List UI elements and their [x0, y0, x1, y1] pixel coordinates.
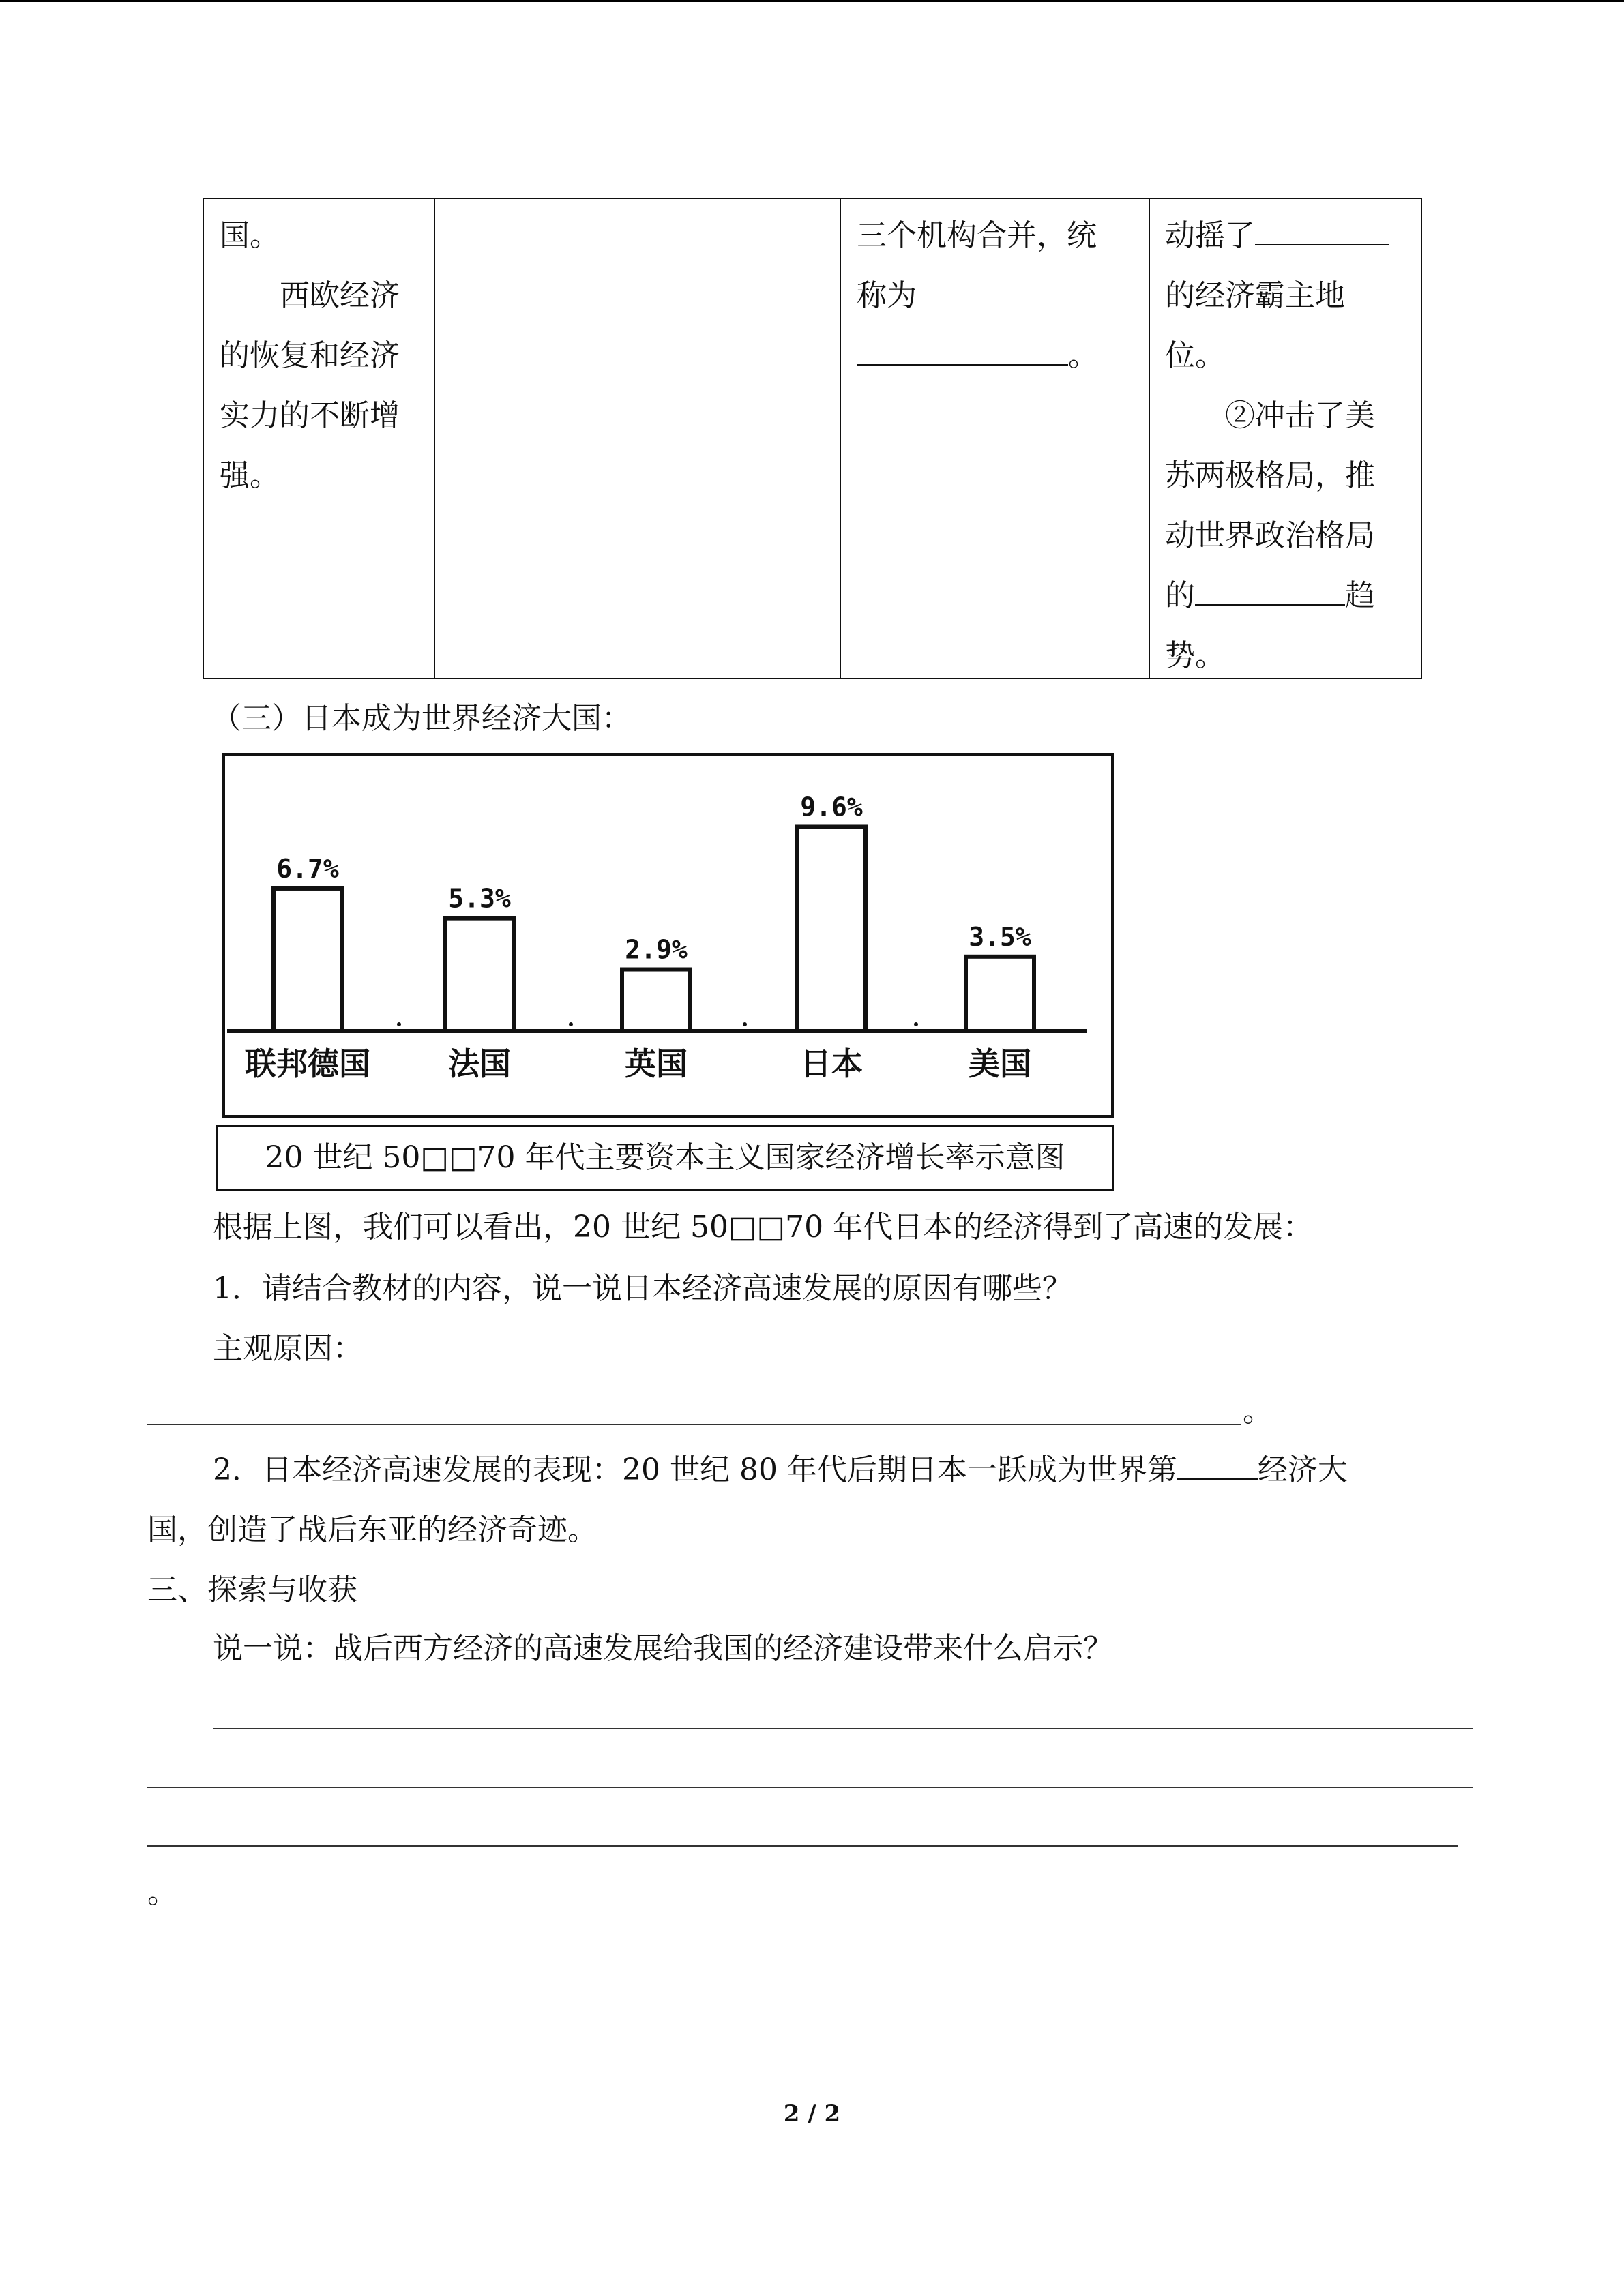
question-2-continued: 国，创造了战后东亚的经济奇迹。 — [147, 1512, 597, 1547]
cell-text: 西欧经济 — [280, 278, 400, 313]
answer-line[interactable] — [147, 1424, 1241, 1425]
fill-in-blank[interactable] — [1255, 214, 1389, 245]
axis-tick-dot — [569, 1022, 573, 1026]
cell-text: 动世界政治格局 — [1165, 518, 1375, 553]
bar-日本 — [797, 826, 866, 1031]
cell-text: 称为 — [857, 278, 917, 313]
cell-line-with-blank: 的 趋 — [1165, 566, 1417, 626]
cell-text: 位。 — [1165, 338, 1225, 373]
bar-美国 — [966, 957, 1034, 1031]
data-label: 9.6% — [800, 792, 863, 822]
axis-tick-dot — [397, 1022, 401, 1026]
table-col-divider-3 — [1149, 198, 1150, 679]
table-col-divider-1 — [434, 198, 435, 679]
cell-text: ②冲击了美 — [1225, 398, 1375, 433]
table-cell-measures — [857, 206, 1143, 386]
cell-text: 三个机构合并，统 — [857, 218, 1097, 253]
cell-line-with-blank: 动摇了 — [1165, 206, 1417, 266]
growth-rate-bar-chart — [222, 753, 1114, 1118]
chart-caption: 20 世纪 50□□70 年代主要资本主义国家经济增长率示意图 — [216, 1125, 1114, 1191]
discussion-prompt: 说一说：战后西方经济的高速发展给我国的经济建设带来什么启示？ — [213, 1631, 1113, 1666]
category-label: 法国 — [448, 1045, 511, 1082]
table-col-divider-4 — [1421, 198, 1422, 679]
table-col-divider-0 — [203, 198, 204, 679]
answer-line[interactable] — [147, 1845, 1458, 1847]
question-1: 1．请结合教材的内容，说一说日本经济高速发展的原因有哪些？ — [213, 1271, 1072, 1306]
bar-法国 — [445, 919, 514, 1031]
cell-text: 实力的不断增 — [220, 398, 400, 433]
fill-in-blank[interactable] — [1195, 574, 1345, 606]
bar-英国 — [622, 970, 690, 1031]
fill-in-blank[interactable] — [857, 334, 1068, 366]
cell-text: 强。 — [220, 458, 280, 493]
cell-text: 的恢复和经济 — [220, 338, 400, 373]
data-label: 3.5% — [969, 921, 1031, 952]
paragraph: 根据上图，我们可以看出，20 世纪 50□□70 年代日本的经济得到了高速的发展： — [213, 1210, 1314, 1244]
line-end-mark: 。 — [1243, 1394, 1273, 1429]
section-heading: （三）日本成为世界经济大国： — [211, 701, 632, 736]
page-number: 2 / 2 — [783, 2100, 841, 2128]
category-label: 联邦德国 — [245, 1045, 370, 1082]
cell-text: 国。 — [220, 218, 280, 253]
cell-line-with-blank: 。 — [857, 326, 1143, 386]
axis-tick-dot — [914, 1022, 918, 1026]
line-end-mark: 。 — [147, 1875, 177, 1910]
answer-line[interactable] — [147, 1787, 1473, 1788]
table-cell-background — [220, 206, 424, 506]
data-label: 6.7% — [276, 853, 339, 884]
category-label: 美国 — [969, 1045, 1031, 1082]
section-title: 三、探索与收获 — [147, 1572, 357, 1607]
page-top-border — [0, 0, 1624, 2]
cell-text: 苏两极格局，推 — [1165, 458, 1375, 493]
table-cell-impact — [1165, 206, 1417, 686]
category-label: 英国 — [625, 1045, 688, 1082]
subjective-cause-label: 主观原因： — [213, 1331, 363, 1366]
axis-tick-dot — [743, 1022, 747, 1026]
question-2: 2．日本经济高速发展的表现：20 世纪 80 年代后期日本一跃成为世界第 经济大 — [213, 1440, 1348, 1500]
cell-text: 势。 — [1165, 638, 1225, 673]
answer-line[interactable] — [213, 1728, 1473, 1729]
table-col-divider-2 — [840, 198, 841, 679]
data-label: 5.3% — [448, 883, 511, 914]
table-top-border — [203, 198, 1422, 199]
category-label: 日本 — [800, 1045, 863, 1082]
bar-联邦德国 — [274, 889, 342, 1031]
cell-text: 的经济霸主地 — [1165, 278, 1345, 313]
data-label: 2.9% — [625, 934, 688, 965]
fill-in-blank[interactable] — [1177, 1448, 1258, 1480]
